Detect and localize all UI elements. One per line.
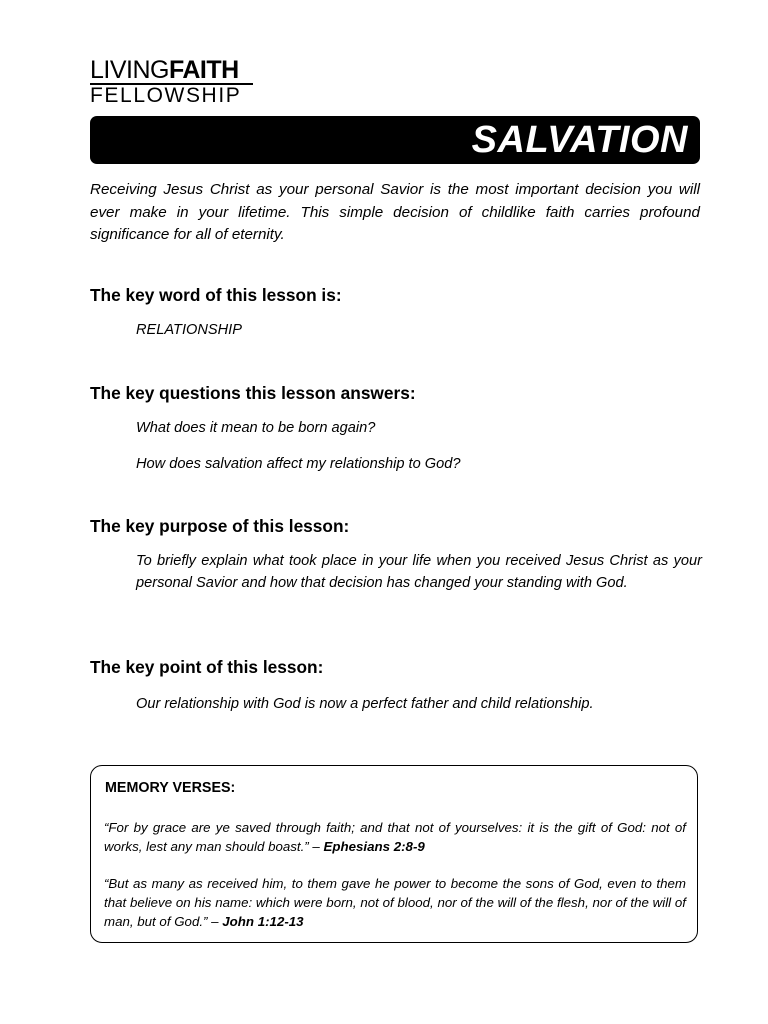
section-item: How does salvation affect my relationship to God?	[136, 456, 461, 472]
section-key-point	[90, 656, 702, 715]
section-key-questions	[90, 382, 702, 475]
section-item: Our relationship with God is now a perfect father and child relationship.	[136, 696, 594, 712]
verse-reference: Ephesians 2:8-9	[323, 839, 425, 854]
section-item: To briefly explain what took place in your life when you received Jesus Christ as your personal Savior and how that decision has changed your standing with God.	[136, 553, 702, 591]
section-heading: The key point of this lesson:	[90, 657, 324, 677]
section-heading: The key questions this lesson answers:	[90, 383, 416, 403]
intro-paragraph: Receiving Jesus Christ as your personal Savior is the most important decision you will ever make in your lifetime. This simple decision of childlike faith carries profound significance for all of eternity.	[90, 181, 700, 243]
section-heading: The key word of this lesson is:	[90, 285, 342, 305]
page-title: SALVATION	[471, 119, 688, 161]
section-key-purpose	[90, 515, 702, 594]
section-item: What does it mean to be born again?	[136, 420, 376, 436]
logo-word-faith: FAITH	[168, 56, 239, 84]
section-heading: The key purpose of this lesson:	[90, 516, 350, 536]
memory-verse	[104, 874, 686, 931]
logo-word-living: LIVING	[90, 56, 169, 84]
memory-verse	[104, 818, 686, 856]
logo-top-line	[90, 57, 260, 83]
verse-reference: John 1:12-13	[222, 914, 304, 929]
section-key-word	[90, 284, 702, 341]
memory-verses-box	[90, 765, 698, 943]
logo	[90, 57, 260, 107]
logo-word-fellowship: FELLOWSHIP	[90, 84, 242, 107]
memory-verses-title: MEMORY VERSES:	[105, 780, 236, 796]
section-item: RELATIONSHIP	[136, 322, 242, 338]
verse-text: “But as many as received him, to them gave he power to become the sons of God, even to them that believe on his name: which were born, not of blood, nor of the will of the flesh, nor of the will of man, but of God.” –	[104, 876, 686, 929]
title-banner	[90, 116, 700, 164]
verse-text: “For by grace are ye saved through faith; and that not of yourselves: it is the gift of God: not of works, lest any man should boast.” –	[104, 820, 686, 854]
